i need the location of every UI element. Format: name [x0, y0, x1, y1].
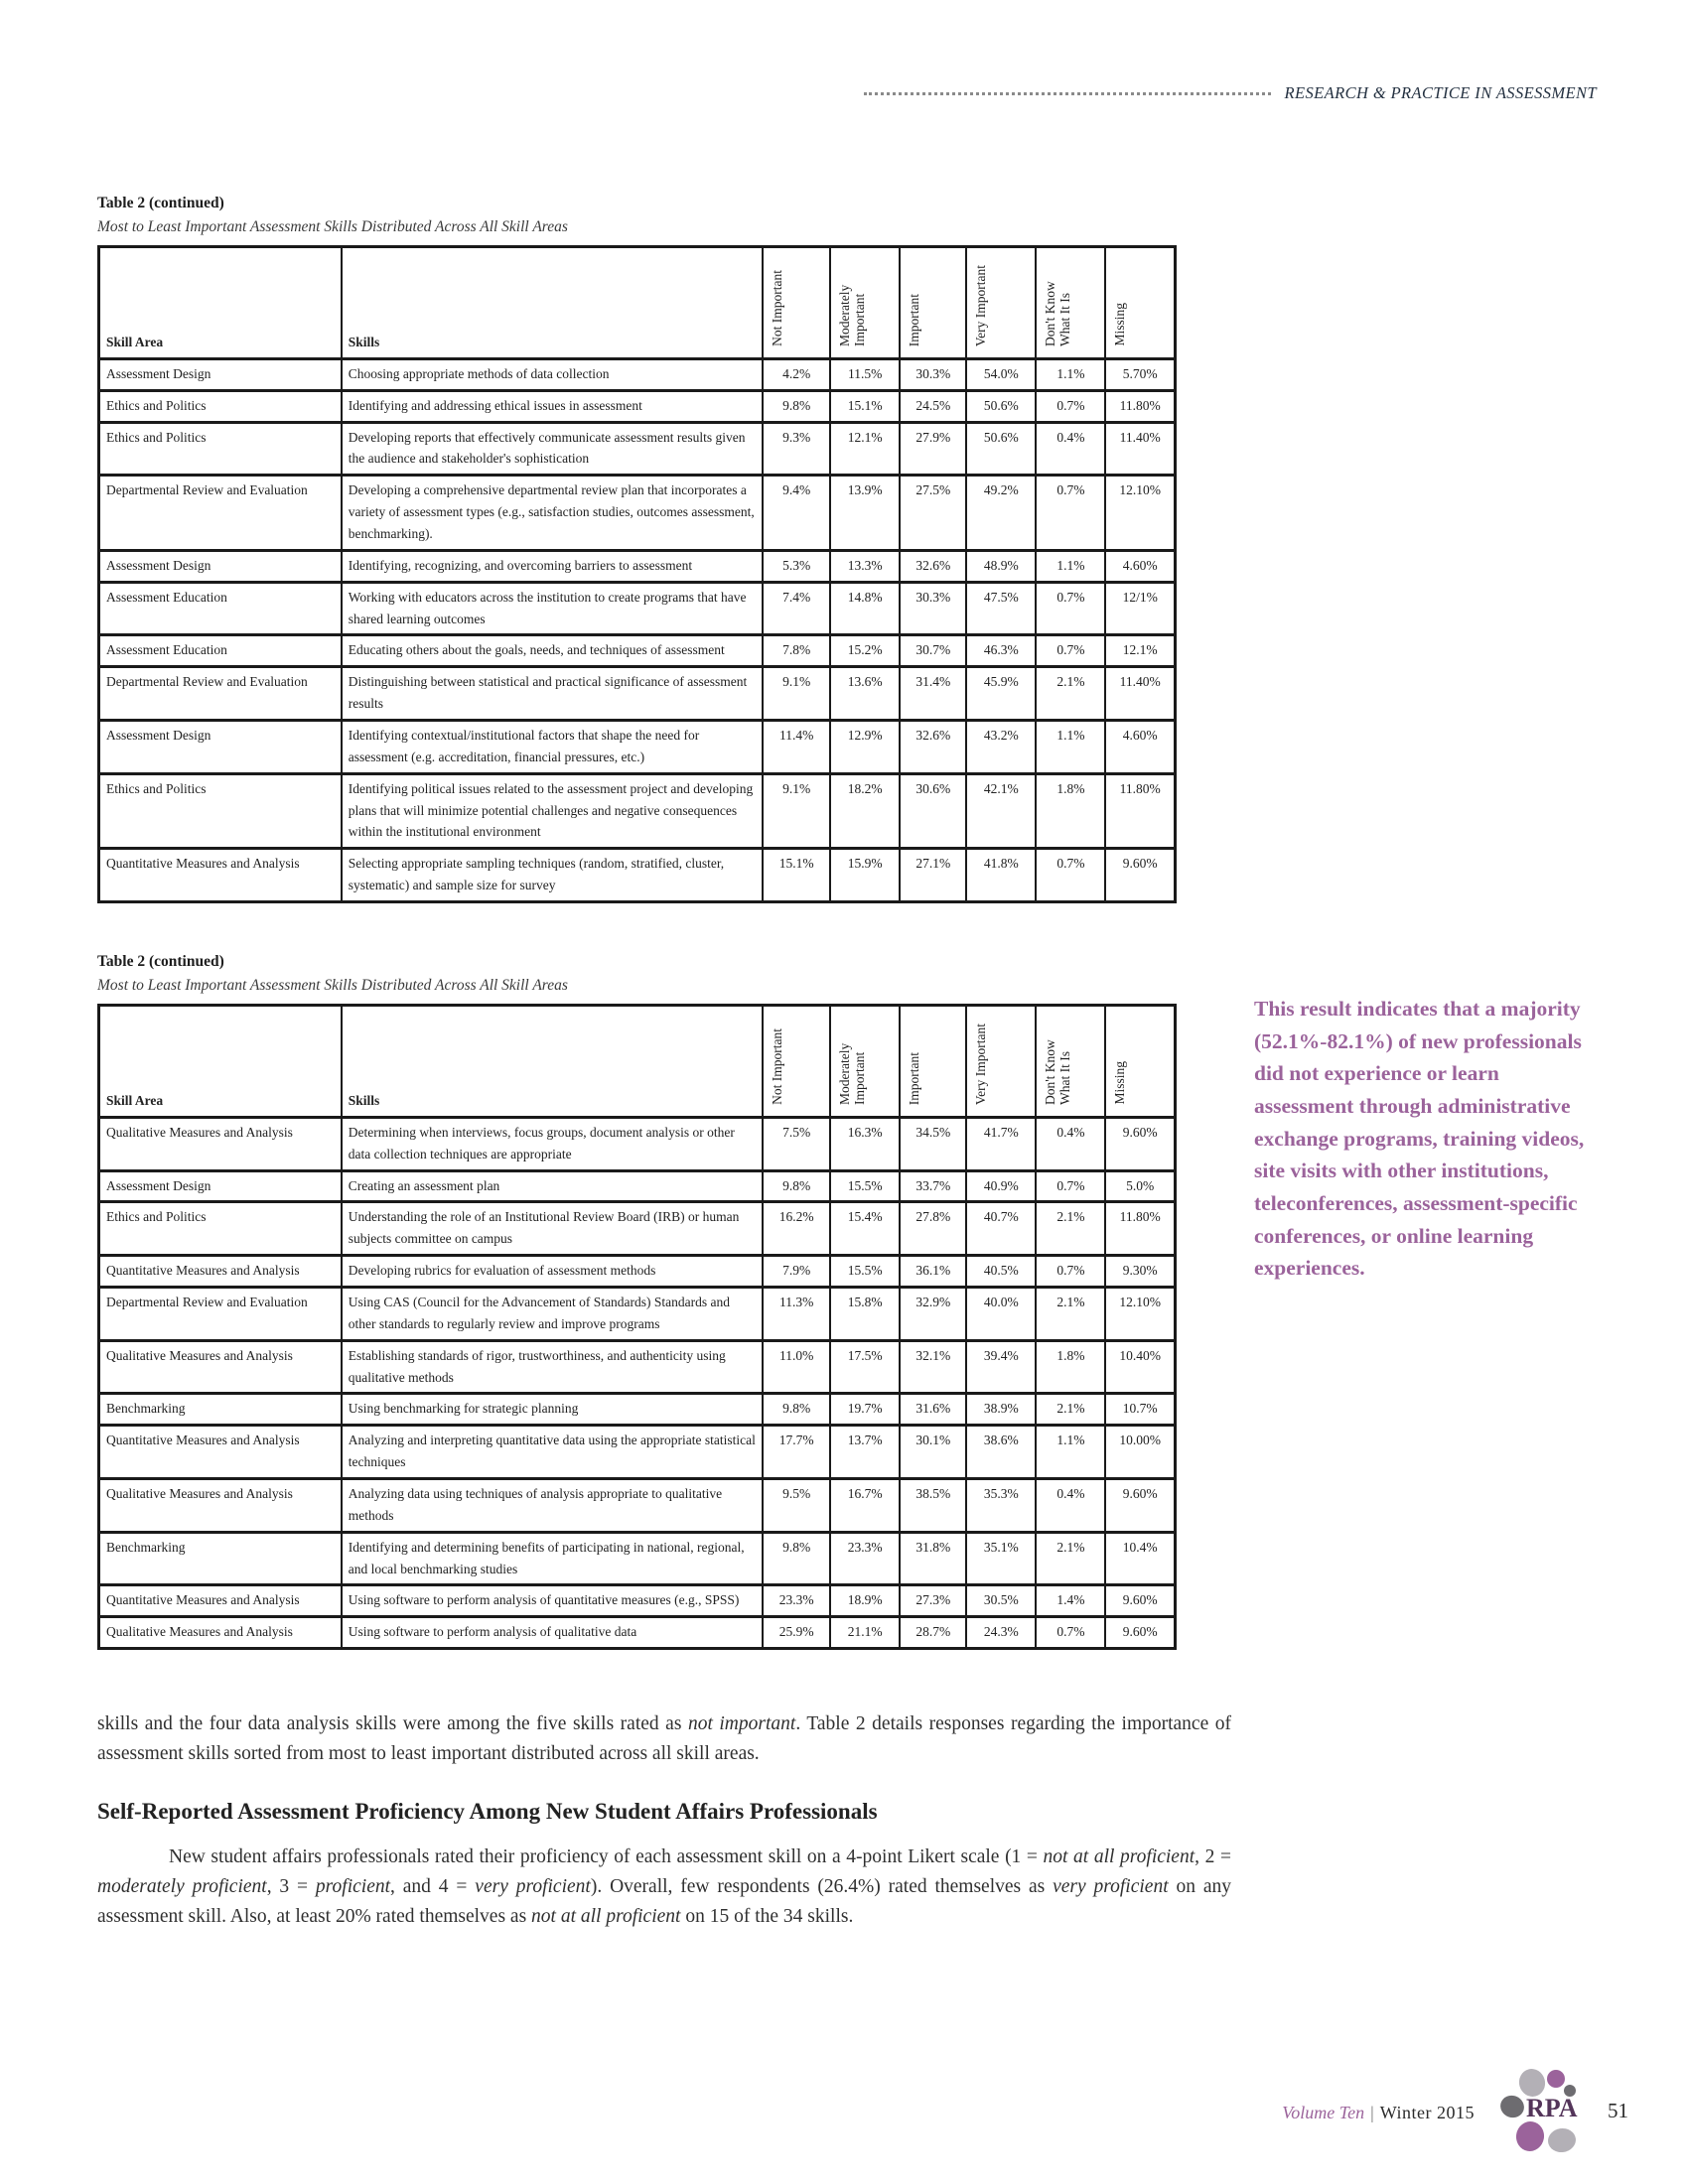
rotated-header-label: Important	[907, 293, 922, 346]
percentage-cell: 16.2%	[763, 1202, 830, 1256]
volume-label: Volume Ten	[1282, 2102, 1365, 2122]
table-row	[99, 721, 1176, 774]
percentage-cell: 34.5%	[900, 1117, 966, 1170]
column-header: Skills	[342, 1006, 763, 1118]
percentage-cell: 18.2%	[830, 773, 900, 849]
skill-area-cell: Quantitative Measures and Analysis	[99, 1256, 342, 1288]
skill-area-cell: Qualitative Measures and Analysis	[99, 1617, 342, 1649]
percentage-cell: 40.7%	[966, 1202, 1036, 1256]
percentage-cell: 41.8%	[966, 849, 1036, 902]
percentage-cell: 12.10%	[1105, 476, 1175, 551]
footer-separator: |	[1370, 2102, 1374, 2122]
percentage-cell: 12.10%	[1105, 1288, 1175, 1341]
skill-cell: Choosing appropriate methods of data collection	[342, 358, 763, 390]
skill-cell: Creating an assessment plan	[342, 1170, 763, 1202]
percentage-cell: 15.9%	[830, 849, 900, 902]
percentage-cell: 14.8%	[830, 582, 900, 635]
percentage-cell: 9.8%	[763, 390, 830, 422]
table-row	[99, 667, 1176, 721]
percentage-cell: 11.0%	[763, 1340, 830, 1394]
skill-cell: Identifying, recognizing, and overcoming barriers to assessment	[342, 550, 763, 582]
skill-area-cell: Quantitative Measures and Analysis	[99, 1585, 342, 1617]
rotated-header-label: Not Important	[770, 1028, 785, 1105]
percentage-cell: 1.4%	[1036, 1585, 1105, 1617]
percentage-cell: 32.9%	[900, 1288, 966, 1341]
table-header-row	[99, 1006, 1176, 1118]
skill-cell: Analyzing data using techniques of analysis appropriate to qualitative methods	[342, 1479, 763, 1533]
percentage-cell: 32.1%	[900, 1340, 966, 1394]
table-header-row	[99, 247, 1176, 359]
percentage-cell: 25.9%	[763, 1617, 830, 1649]
percentage-cell: 31.6%	[900, 1394, 966, 1426]
table-row	[99, 1585, 1176, 1617]
rotated-header-label: Very Important	[973, 1023, 989, 1105]
percentage-cell: 13.6%	[830, 667, 900, 721]
percentage-cell: 23.3%	[763, 1585, 830, 1617]
skill-cell: Developing reports that effectively communicate assessment results given the audience and stakeholder's sophistication	[342, 422, 763, 476]
percentage-cell: 30.3%	[900, 358, 966, 390]
assessment-skills-table-1	[97, 245, 1177, 903]
percentage-cell: 9.60%	[1105, 1585, 1175, 1617]
column-header	[763, 1006, 830, 1118]
percentage-cell: 4.60%	[1105, 550, 1175, 582]
percentage-cell: 0.4%	[1036, 422, 1105, 476]
skill-cell: Selecting appropriate sampling techniques (random, stratified, cluster, systematic) and sample size for survey	[342, 849, 763, 902]
percentage-cell: 23.3%	[830, 1532, 900, 1585]
percentage-cell: 0.4%	[1036, 1479, 1105, 1533]
percentage-cell: 10.40%	[1105, 1340, 1175, 1394]
percentage-cell: 18.9%	[830, 1585, 900, 1617]
percentage-cell: 17.5%	[830, 1340, 900, 1394]
percentage-cell: 38.6%	[966, 1426, 1036, 1479]
column-header	[966, 247, 1036, 359]
percentage-cell: 50.6%	[966, 422, 1036, 476]
text-segment: on any assessment skill. Also, at least 20% rated themselves as	[97, 1875, 1232, 1927]
percentage-cell: 9.1%	[763, 667, 830, 721]
assessment-skills-table-2	[97, 1004, 1177, 1650]
skill-area-cell: Ethics and Politics	[99, 1202, 342, 1256]
percentage-cell: 15.1%	[830, 390, 900, 422]
skill-cell: Identifying and determining benefits of participating in national, regional, and local benchmarking studies	[342, 1532, 763, 1585]
percentage-cell: 27.1%	[900, 849, 966, 902]
text-segment: skills and the four data analysis skills were among the five skills rated as	[97, 1713, 688, 1734]
percentage-cell: 24.5%	[900, 390, 966, 422]
skill-area-cell: Departmental Review and Evaluation	[99, 1288, 342, 1341]
percentage-cell: 9.60%	[1105, 1479, 1175, 1533]
skill-area-cell: Departmental Review and Evaluation	[99, 667, 342, 721]
percentage-cell: 11.5%	[830, 358, 900, 390]
percentage-cell: 0.7%	[1036, 582, 1105, 635]
table-row	[99, 476, 1176, 551]
skill-cell: Working with educators across the institution to create programs that have shared learning outcomes	[342, 582, 763, 635]
rotated-header-label: Don't Know What It Is	[1043, 281, 1073, 346]
percentage-cell: 13.7%	[830, 1426, 900, 1479]
table-title: Table 2 (continued)	[97, 195, 224, 211]
percentage-cell: 9.4%	[763, 476, 830, 551]
percentage-cell: 11.80%	[1105, 773, 1175, 849]
table-row	[99, 1202, 1176, 1256]
percentage-cell: 27.8%	[900, 1202, 966, 1256]
italic-phrase: not at all proficient	[531, 1905, 681, 1927]
skill-area-cell: Quantitative Measures and Analysis	[99, 1426, 342, 1479]
percentage-cell: 1.1%	[1036, 1426, 1105, 1479]
percentage-cell: 50.6%	[966, 390, 1036, 422]
percentage-cell: 0.7%	[1036, 1256, 1105, 1288]
percentage-cell: 30.7%	[900, 635, 966, 667]
skill-cell: Understanding the role of an Institutional Review Board (IRB) or human subjects committee on campus	[342, 1202, 763, 1256]
italic-phrase: moderately proficient	[97, 1875, 267, 1897]
column-header	[900, 247, 966, 359]
percentage-cell: 9.3%	[763, 422, 830, 476]
percentage-cell: 15.5%	[830, 1256, 900, 1288]
percentage-cell: 12.1%	[830, 422, 900, 476]
percentage-cell: 9.5%	[763, 1479, 830, 1533]
percentage-cell: 16.3%	[830, 1117, 900, 1170]
skill-area-cell: Benchmarking	[99, 1532, 342, 1585]
column-header	[830, 247, 900, 359]
percentage-cell: 28.7%	[900, 1617, 966, 1649]
table-2-continued-part2	[97, 953, 1182, 1650]
column-header: Skill Area	[99, 247, 342, 359]
skill-cell: Developing rubrics for evaluation of assessment methods	[342, 1256, 763, 1288]
percentage-cell: 2.1%	[1036, 1202, 1105, 1256]
percentage-cell: 48.9%	[966, 550, 1036, 582]
percentage-cell: 38.9%	[966, 1394, 1036, 1426]
percentage-cell: 9.8%	[763, 1394, 830, 1426]
percentage-cell: 32.6%	[900, 721, 966, 774]
percentage-cell: 13.9%	[830, 476, 900, 551]
percentage-cell: 19.7%	[830, 1394, 900, 1426]
italic-phrase: very proficient	[475, 1875, 591, 1897]
column-header	[830, 1006, 900, 1118]
table-row	[99, 1532, 1176, 1585]
percentage-cell: 0.7%	[1036, 390, 1105, 422]
table-row	[99, 1117, 1176, 1170]
text-segment: , and 4 =	[390, 1875, 476, 1897]
table-row	[99, 358, 1176, 390]
percentage-cell: 30.6%	[900, 773, 966, 849]
skill-area-cell: Qualitative Measures and Analysis	[99, 1117, 342, 1170]
table-row	[99, 1479, 1176, 1533]
percentage-cell: 31.8%	[900, 1532, 966, 1585]
page-number: 51	[1608, 2098, 1628, 2122]
percentage-cell: 15.2%	[830, 635, 900, 667]
percentage-cell: 0.7%	[1036, 1170, 1105, 1202]
rotated-header-label: Very Important	[973, 264, 989, 346]
percentage-cell: 7.4%	[763, 582, 830, 635]
percentage-cell: 7.8%	[763, 635, 830, 667]
percentage-cell: 41.7%	[966, 1117, 1036, 1170]
percentage-cell: 9.30%	[1105, 1256, 1175, 1288]
percentage-cell: 9.60%	[1105, 1617, 1175, 1649]
page-footer	[1092, 2063, 1628, 2162]
percentage-cell: 21.1%	[830, 1617, 900, 1649]
skill-cell: Identifying and addressing ethical issues in assessment	[342, 390, 763, 422]
table-row	[99, 1394, 1176, 1426]
skill-cell: Developing a comprehensive departmental review plan that incorporates a variety of assessment types (e.g., satisfaction studies, outcomes assessment, benchmarking).	[342, 476, 763, 551]
italic-phrase: very proficient	[1053, 1875, 1169, 1897]
body-paragraph-1	[97, 1709, 1231, 1769]
percentage-cell: 1.1%	[1036, 550, 1105, 582]
skill-area-cell: Ethics and Politics	[99, 422, 342, 476]
percentage-cell: 12.9%	[830, 721, 900, 774]
column-header	[1105, 247, 1175, 359]
skill-area-cell: Ethics and Politics	[99, 390, 342, 422]
header-dotted-line	[864, 92, 1271, 95]
column-header	[763, 247, 830, 359]
percentage-cell: 7.5%	[763, 1117, 830, 1170]
percentage-cell: 1.1%	[1036, 721, 1105, 774]
italic-phrase: not at all proficient	[1043, 1846, 1196, 1868]
percentage-cell: 15.5%	[830, 1170, 900, 1202]
percentage-cell: 15.8%	[830, 1288, 900, 1341]
percentage-cell: 9.60%	[1105, 849, 1175, 902]
table-subtitle: Most to Least Important Assessment Skills Distributed Across All Skill Areas	[97, 218, 568, 235]
percentage-cell: 2.1%	[1036, 667, 1105, 721]
skill-cell: Identifying contextual/institutional factors that shape the need for assessment (e.g. accreditation, financial pressures, etc.)	[342, 721, 763, 774]
table-row	[99, 390, 1176, 422]
table-row	[99, 1288, 1176, 1341]
percentage-cell: 5.0%	[1105, 1170, 1175, 1202]
text-segment: , 3 =	[266, 1875, 316, 1897]
percentage-cell: 11.3%	[763, 1288, 830, 1341]
percentage-cell: 0.4%	[1036, 1117, 1105, 1170]
table-2-continued-part1	[97, 195, 1182, 903]
skill-area-cell: Assessment Design	[99, 721, 342, 774]
percentage-cell: 47.5%	[966, 582, 1036, 635]
text-segment: , 2 =	[1195, 1846, 1231, 1868]
percentage-cell: 1.8%	[1036, 1340, 1105, 1394]
percentage-cell: 11.80%	[1105, 1202, 1175, 1256]
table-row	[99, 849, 1176, 902]
journal-title: RESEARCH & PRACTICE IN ASSESSMENT	[1284, 83, 1597, 102]
percentage-cell: 12.1%	[1105, 635, 1175, 667]
percentage-cell: 0.7%	[1036, 1617, 1105, 1649]
rpa-logo-text: RPA	[1526, 2094, 1578, 2122]
skill-cell: Using software to perform analysis of quantitative measures (e.g., SPSS)	[342, 1585, 763, 1617]
percentage-cell: 30.5%	[966, 1585, 1036, 1617]
skill-area-cell: Assessment Education	[99, 582, 342, 635]
percentage-cell: 15.4%	[830, 1202, 900, 1256]
skill-cell: Using CAS (Council for the Advancement of Standards) Standards and other standards to regularly review and improve programs	[342, 1288, 763, 1341]
column-header	[966, 1006, 1036, 1118]
percentage-cell: 38.5%	[900, 1479, 966, 1533]
percentage-cell: 39.4%	[966, 1340, 1036, 1394]
table-row	[99, 1340, 1176, 1394]
percentage-cell: 10.7%	[1105, 1394, 1175, 1426]
percentage-cell: 35.1%	[966, 1532, 1036, 1585]
percentage-cell: 4.60%	[1105, 721, 1175, 774]
column-header: Skills	[342, 247, 763, 359]
percentage-cell: 1.1%	[1036, 358, 1105, 390]
percentage-cell: 42.1%	[966, 773, 1036, 849]
table-subtitle: Most to Least Important Assessment Skills Distributed Across All Skill Areas	[97, 977, 568, 994]
percentage-cell: 40.0%	[966, 1288, 1036, 1341]
skill-cell: Distinguishing between statistical and practical significance of assessment results	[342, 667, 763, 721]
body-paragraph-2	[97, 1843, 1231, 1931]
percentage-cell: 13.3%	[830, 550, 900, 582]
percentage-cell: 2.1%	[1036, 1532, 1105, 1585]
rotated-header-label: Moderately Important	[837, 284, 868, 346]
percentage-cell: 46.3%	[966, 635, 1036, 667]
table-row	[99, 1170, 1176, 1202]
rpa-logo-icon	[1500, 2067, 1592, 2158]
percentage-cell: 0.7%	[1036, 849, 1105, 902]
skill-area-cell: Ethics and Politics	[99, 773, 342, 849]
rotated-header-label: Missing	[1112, 303, 1128, 346]
italic-phrase: not important	[687, 1713, 796, 1734]
percentage-cell: 54.0%	[966, 358, 1036, 390]
percentage-cell: 10.00%	[1105, 1426, 1175, 1479]
percentage-cell: 2.1%	[1036, 1288, 1105, 1341]
rotated-header-label: Moderately Important	[837, 1042, 868, 1105]
percentage-cell: 11.4%	[763, 721, 830, 774]
percentage-cell: 27.3%	[900, 1585, 966, 1617]
table-row	[99, 635, 1176, 667]
percentage-cell: 9.8%	[763, 1170, 830, 1202]
percentage-cell: 15.1%	[763, 849, 830, 902]
italic-phrase: proficient	[315, 1875, 391, 1897]
percentage-cell: 49.2%	[966, 476, 1036, 551]
percentage-cell: 35.3%	[966, 1479, 1036, 1533]
running-header	[864, 83, 1597, 103]
percentage-cell: 11.80%	[1105, 390, 1175, 422]
rotated-header-label: Missing	[1112, 1061, 1128, 1105]
column-header	[1036, 247, 1105, 359]
text-segment: New student affairs professionals rated their proficiency of each assessment skill on a 4-point Likert scale (1 =	[169, 1846, 1044, 1868]
percentage-cell: 17.7%	[763, 1426, 830, 1479]
percentage-cell: 2.1%	[1036, 1394, 1105, 1426]
percentage-cell: 10.4%	[1105, 1532, 1175, 1585]
skill-cell: Using benchmarking for strategic planning	[342, 1394, 763, 1426]
percentage-cell: 9.60%	[1105, 1117, 1175, 1170]
percentage-cell: 12/1%	[1105, 582, 1175, 635]
skill-area-cell: Quantitative Measures and Analysis	[99, 849, 342, 902]
skill-cell: Analyzing and interpreting quantitative data using the appropriate statistical techniques	[342, 1426, 763, 1479]
percentage-cell: 5.70%	[1105, 358, 1175, 390]
section-heading: Self-Reported Assessment Proficiency Among New Student Affairs Professionals	[97, 1798, 878, 1824]
skill-area-cell: Assessment Design	[99, 550, 342, 582]
table-row	[99, 1617, 1176, 1649]
percentage-cell: 45.9%	[966, 667, 1036, 721]
pull-quote: This result indicates that a majority (52.1%-82.1%) of new professionals did not experience or learn assessment through administrative exchange programs, training videos, site visits with other institutions, teleconferences, assessment-specific conferences, or online learning experiences.	[1254, 997, 1585, 1281]
table-title: Table 2 (continued)	[97, 953, 224, 970]
rotated-header-label: Important	[907, 1051, 922, 1105]
table-row	[99, 582, 1176, 635]
percentage-cell: 7.9%	[763, 1256, 830, 1288]
percentage-cell: 1.8%	[1036, 773, 1105, 849]
table-row	[99, 550, 1176, 582]
text-segment: . Table 2 details responses regarding the importance of assessment skills sorted from most to least important distributed across all skill areas.	[97, 1713, 1232, 1764]
percentage-cell: 36.1%	[900, 1256, 966, 1288]
skill-cell: Using software to perform analysis of qualitative data	[342, 1617, 763, 1649]
rotated-header-label: Don't Know What It Is	[1043, 1039, 1073, 1105]
table-row	[99, 1426, 1176, 1479]
skill-area-cell: Benchmarking	[99, 1394, 342, 1426]
skill-cell: Identifying political issues related to the assessment project and developing plans that will minimize potential challenges and negative consequences within the institutional environment	[342, 773, 763, 849]
text-segment: ). Overall, few respondents (26.4%) rated themselves as	[590, 1875, 1054, 1897]
rotated-header-label: Not Important	[770, 270, 785, 346]
column-header	[1036, 1006, 1105, 1118]
percentage-cell: 27.9%	[900, 422, 966, 476]
percentage-cell: 32.6%	[900, 550, 966, 582]
percentage-cell: 27.5%	[900, 476, 966, 551]
column-header	[900, 1006, 966, 1118]
percentage-cell: 5.3%	[763, 550, 830, 582]
percentage-cell: 11.40%	[1105, 667, 1175, 721]
percentage-cell: 9.1%	[763, 773, 830, 849]
percentage-cell: 16.7%	[830, 1479, 900, 1533]
column-header	[1105, 1006, 1175, 1118]
table-row	[99, 422, 1176, 476]
percentage-cell: 0.7%	[1036, 635, 1105, 667]
skill-area-cell: Assessment Education	[99, 635, 342, 667]
percentage-cell: 31.4%	[900, 667, 966, 721]
volume-line	[1282, 2103, 1475, 2123]
percentage-cell: 0.7%	[1036, 476, 1105, 551]
percentage-cell: 11.40%	[1105, 422, 1175, 476]
text-segment: on 15 of the 34 skills.	[680, 1905, 854, 1927]
skill-area-cell: Assessment Design	[99, 358, 342, 390]
skill-area-cell: Qualitative Measures and Analysis	[99, 1340, 342, 1394]
season-label: Winter 2015	[1379, 2102, 1475, 2122]
percentage-cell: 40.9%	[966, 1170, 1036, 1202]
percentage-cell: 24.3%	[966, 1617, 1036, 1649]
percentage-cell: 40.5%	[966, 1256, 1036, 1288]
skill-cell: Educating others about the goals, needs, and techniques of assessment	[342, 635, 763, 667]
skill-area-cell: Qualitative Measures and Analysis	[99, 1479, 342, 1533]
table-row	[99, 1256, 1176, 1288]
skill-area-cell: Assessment Design	[99, 1170, 342, 1202]
skill-cell: Establishing standards of rigor, trustworthiness, and authenticity using qualitative methods	[342, 1340, 763, 1394]
skill-cell: Determining when interviews, focus groups, document analysis or other data collection techniques are appropriate	[342, 1117, 763, 1170]
percentage-cell: 4.2%	[763, 358, 830, 390]
percentage-cell: 33.7%	[900, 1170, 966, 1202]
percentage-cell: 9.8%	[763, 1532, 830, 1585]
percentage-cell: 43.2%	[966, 721, 1036, 774]
skill-area-cell: Departmental Review and Evaluation	[99, 476, 342, 551]
percentage-cell: 30.3%	[900, 582, 966, 635]
body-copy	[97, 1709, 1231, 1942]
percentage-cell: 30.1%	[900, 1426, 966, 1479]
table-row	[99, 773, 1176, 849]
column-header: Skill Area	[99, 1006, 342, 1118]
